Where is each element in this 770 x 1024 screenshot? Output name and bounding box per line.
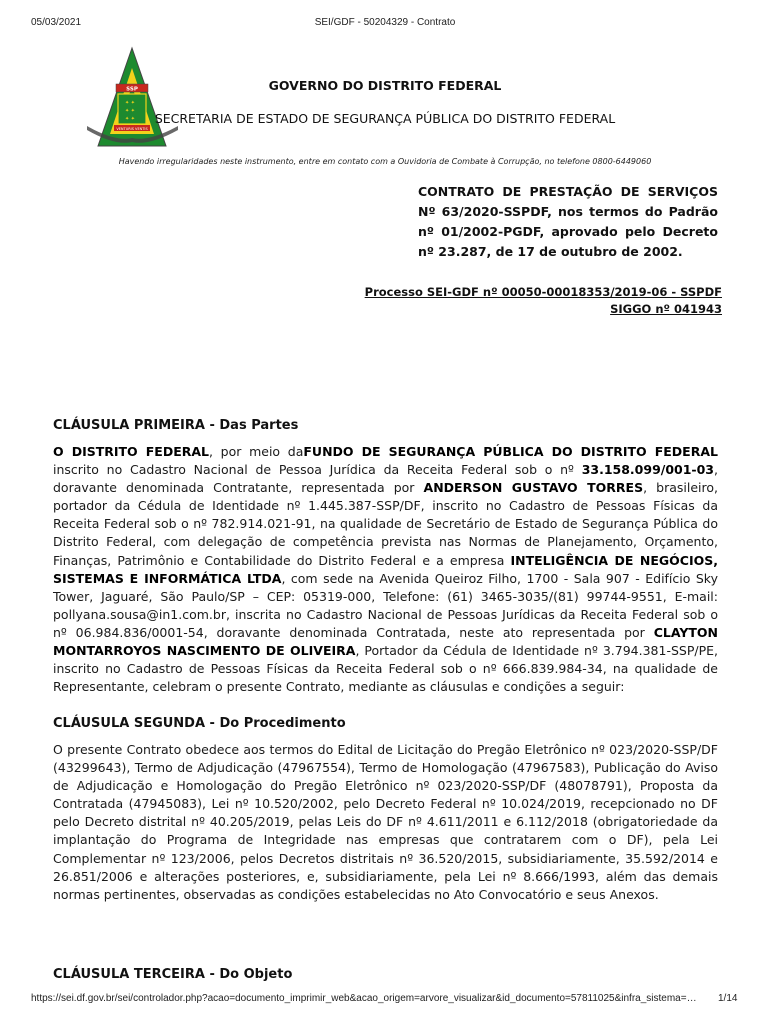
svg-text:VENTURIS VENTIS: VENTURIS VENTIS <box>116 127 148 131</box>
clause1-text-5: 33.158.099/001-03 <box>581 462 715 478</box>
clause1-text-3: FUNDO DE SEGURANÇA PÚBLICA DO DISTRITO FEDERAL <box>303 444 718 459</box>
clause1-text-8: , brasileiro, portador da Cédula de Identidade nº 1.445.387-SSP/DF, inscrito no Cadastro de Pessoas Físicas da Receita Federal sob o nº 782.914.021-91, na qualidade de Secretário de Estado de Segurança Pública do Distrito Federal, com delegação de competência prevista nas Normas de Planejamento, Orçamento, Finanças, Patrimônio e Contabilidade do Distrito Federal e a empresa <box>53 480 719 568</box>
clause1-title: CLÁUSULA PRIMEIRA - Das Partes <box>53 418 299 433</box>
print-title: SEI/GDF - 50204329 - Contrato <box>314 17 456 28</box>
clause1-text-9: INTELIGÊNCIA DE NEGÓCIOS, SISTEMAS E INFORMÁTICA LTDA <box>53 552 718 586</box>
svg-text:SSP: SSP <box>126 86 138 93</box>
government-heading: GOVERNO DO DISTRITO FEDERAL <box>268 78 502 93</box>
contract-title: CONTRATO DE PRESTAÇÃO DE SERVIÇOS Nº 63/2020-SSPDF, nos termos do Padrão nº 01/2002-PGDF, aprovado pelo Decreto nº 23.287, de 17 de outubro de 2002. <box>418 184 718 259</box>
svg-text:✦ ✦: ✦ ✦ <box>125 108 135 114</box>
svg-text:✦ ✦: ✦ ✦ <box>125 100 135 106</box>
clause1-text-6: , doravante denominada Contratante, representada por <box>53 462 718 496</box>
clause1-paragraph <box>53 443 718 696</box>
print-date: 05/03/2021 <box>31 17 82 28</box>
siggo-number: SIGGO nº 041943 <box>610 302 722 316</box>
secretariat-heading: SECRETARIA DE ESTADO DE SEGURANÇA PÚBLICA DO DISTRITO FEDERAL <box>154 111 616 126</box>
page-number: 1/14 <box>718 993 738 1004</box>
clause1-text-11: CLAYTON MONTARROYOS NASCIMENTO DE OLIVEIRA <box>53 624 718 659</box>
svg-text:✦ ✦: ✦ ✦ <box>125 116 135 122</box>
corruption-notice: Havendo irregularidades neste instrumento, entre em contato com a Ouvidoria de Combate à Corrupção, no telefone 0800-6449060 <box>118 157 652 166</box>
clause1-text-10: , com sede na Avenida Queiroz Filho, 1700 - Sala 907 - Edifício Sky Tower, Jaguaré, São Paulo/SP – CEP: 05319-000, Telefone: (61) 3465-3035/(81) 99744-9551, E-mail: pollyana.sousa@in1.com.br, inscrita no Cadastro Nacional de Pessoas Jurídicas da Receita Federal sob o nº 06.984.836/0001-54, doravante denominada Contratada, neste ato representada por <box>53 570 718 640</box>
clause1-text-1: O DISTRITO FEDERAL <box>53 444 210 459</box>
clause2-paragraph: O presente Contrato obedece aos termos do Edital de Licitação do Pregão Eletrônico nº 023/2020-SSP/DF (43299643), Termo de Adjudicação (47967554), Termo de Homologação (47967583), Publicação do Aviso de Adjudicação e Homologação do Pregão Eletrônico nº 023/2020-SSP/DF (48078791), Proposta da Contratada (47945083), Lei nº 10.520/2002, pelo Decreto Federal nº 10.024/2019, recepcionado no DF pelo Decreto distrital nº 40.205/2019, pelas Leis do DF nº 4.611/2011 e 6.112/2018 (obrigatoriedade da implantação do Programa de Integridade nas empresas que contratarem com o DF), pela Lei Complementar nº 123/2006, pelos Decretos distritais nº 36.520/2015, subsidiariamente, 35.592/2014 e 26.851/2006 e alterações posteriores, e, subsidiariamente, pela Lei nº 8.666/1993, além das demais normas pertinentes, observadas as condições estabelecidas no Ato Convocatório e seus Anexos. <box>53 742 718 902</box>
clause1-text-4: inscrito no Cadastro Nacional de Pessoa Jurídica da Receita Federal sob o nº <box>53 462 582 478</box>
print-url: https://sei.df.gov.br/sei/controlador.php?acao=documento_imprimir_web&acao_origem=arvore_visualizar&id_documento=57811025&infra_sistema=… <box>31 993 697 1004</box>
crest-icon <box>85 46 180 148</box>
clause1-text-7: ANDERSON GUSTAVO TORRES <box>423 480 644 496</box>
clause1-text-2: , por meio da <box>209 444 304 459</box>
process-number: Processo SEI-GDF nº 00050-00018353/2019-06 - SSPDF <box>364 285 722 299</box>
crest-logo <box>85 46 180 148</box>
clause3-title: CLÁUSULA TERCEIRA - Do Objeto <box>53 967 293 982</box>
clause2-title: CLÁUSULA SEGUNDA - Do Procedimento <box>53 716 346 731</box>
clause1-text-12: , Portador da Cédula de Identidade nº 3.794.381-SSP/PE, inscrito no Cadastro de Pessoas Físicas da Receita Federal sob o nº 666.839.984-34, na qualidade de Representante, celebram o presente Contrato, mediante as cláusulas e condições a seguir: <box>53 643 718 695</box>
